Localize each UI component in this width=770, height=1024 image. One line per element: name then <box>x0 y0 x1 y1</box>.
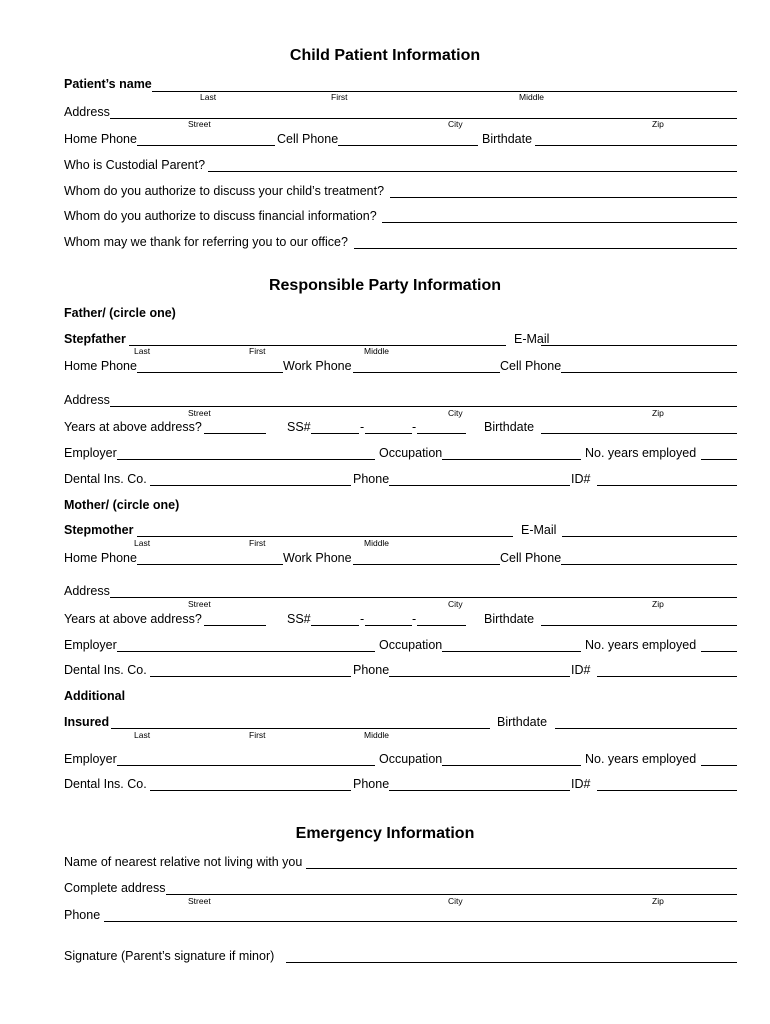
insured-birthdate-label: Birthdate <box>497 715 548 729</box>
authorize-treatment-label: Whom do you authorize to discuss your child’s treatment? <box>64 184 385 198</box>
authorize-financial-field[interactable] <box>382 222 737 223</box>
father-dental-field[interactable] <box>150 485 351 486</box>
last-caption: Last <box>134 346 151 356</box>
insured-employer-label: Employer <box>64 752 117 766</box>
father-circle-label: Father/ (circle one) <box>64 306 176 320</box>
city-caption: City <box>448 896 463 906</box>
mother-id-field[interactable] <box>597 676 737 677</box>
insured-years-employed-field[interactable] <box>701 765 737 766</box>
street-caption: Street <box>188 408 211 418</box>
birthdate-field[interactable] <box>535 145 737 146</box>
father-ss-label: SS# <box>287 420 311 434</box>
father-dental-label: Dental Ins. Co. <box>64 472 147 486</box>
city-caption: City <box>448 408 463 418</box>
mother-employer-field[interactable] <box>117 651 375 652</box>
mother-home-phone-label: Home Phone <box>64 551 137 565</box>
mother-dental-field[interactable] <box>150 676 351 677</box>
signature-field[interactable] <box>286 962 737 963</box>
ss-dash: - <box>412 420 417 434</box>
mother-cell-phone-label: Cell Phone <box>500 551 562 565</box>
mother-years-employed-label: No. years employed <box>585 638 697 652</box>
mother-cell-phone-field[interactable] <box>561 564 737 565</box>
father-birthdate-label: Birthdate <box>484 420 535 434</box>
father-address-label: Address <box>64 393 110 407</box>
insured-id-field[interactable] <box>597 790 737 791</box>
custodial-parent-field[interactable] <box>208 171 737 172</box>
middle-caption: Middle <box>364 346 390 356</box>
father-years-employed-field[interactable] <box>701 459 737 460</box>
custodial-parent-label: Who is Custodial Parent? <box>64 158 206 172</box>
father-ss-part2-field[interactable] <box>365 433 412 434</box>
middle-caption: Middle <box>364 538 390 548</box>
insured-occupation-field[interactable] <box>442 765 581 766</box>
mother-email-field[interactable] <box>562 536 737 537</box>
father-employer-field[interactable] <box>117 459 375 460</box>
father-phone-label: Phone <box>353 472 390 486</box>
mother-phone-label: Phone <box>353 663 390 677</box>
mother-home-phone-field[interactable] <box>137 564 283 565</box>
patient-name-label: Patient’s name <box>64 77 152 91</box>
father-ss-part1-field[interactable] <box>311 433 359 434</box>
mother-circle-label: Mother/ (circle one) <box>64 498 180 512</box>
father-years-employed-label: No. years employed <box>585 446 697 460</box>
cell-phone-label: Cell Phone <box>277 132 339 146</box>
father-email-label: E-Mail <box>514 332 550 346</box>
emergency-phone-field[interactable] <box>104 921 737 922</box>
additional-label: Additional <box>64 689 126 703</box>
mother-phone-field[interactable] <box>389 676 570 677</box>
insured-employer-field[interactable] <box>117 765 375 766</box>
birthdate-label: Birthdate <box>482 132 533 146</box>
father-occupation-field[interactable] <box>442 459 581 460</box>
insured-birthdate-field[interactable] <box>555 728 737 729</box>
signature-label: Signature (Parent’s signature if minor) <box>64 949 275 963</box>
ss-dash: - <box>360 612 365 626</box>
insured-id-label: ID# <box>571 777 591 791</box>
nearest-relative-label: Name of nearest relative not living with you <box>64 855 303 869</box>
father-birthdate-field[interactable] <box>541 433 737 434</box>
father-work-phone-label: Work Phone <box>283 359 352 373</box>
mother-email-label: E-Mail <box>521 523 557 537</box>
street-caption: Street <box>188 119 211 129</box>
address-label: Address <box>64 105 110 119</box>
insured-phone-field[interactable] <box>389 790 570 791</box>
mother-birthdate-label: Birthdate <box>484 612 535 626</box>
father-years-address-field[interactable] <box>204 433 266 434</box>
referral-field[interactable] <box>354 248 737 249</box>
last-caption: Last <box>134 730 151 740</box>
ss-dash: - <box>412 612 417 626</box>
mother-birthdate-field[interactable] <box>541 625 737 626</box>
insured-years-employed-label: No. years employed <box>585 752 697 766</box>
zip-caption: Zip <box>652 599 664 609</box>
mother-work-phone-label: Work Phone <box>283 551 352 565</box>
home-phone-label: Home Phone <box>64 132 137 146</box>
mother-ss-part2-field[interactable] <box>365 625 412 626</box>
insured-name-field[interactable] <box>111 728 490 729</box>
mother-dental-label: Dental Ins. Co. <box>64 663 147 677</box>
zip-caption: Zip <box>652 896 664 906</box>
father-employer-label: Employer <box>64 446 117 460</box>
street-caption: Street <box>188 599 211 609</box>
father-home-phone-field[interactable] <box>137 372 283 373</box>
city-caption: City <box>448 119 463 129</box>
father-email-field[interactable] <box>541 345 737 346</box>
father-address-field[interactable] <box>110 406 737 407</box>
mother-address-label: Address <box>64 584 110 598</box>
mother-id-label: ID# <box>571 663 591 677</box>
father-cell-phone-field[interactable] <box>561 372 737 373</box>
first-caption: First <box>249 346 266 356</box>
father-occupation-label: Occupation <box>379 446 443 460</box>
father-ss-part3-field[interactable] <box>417 433 466 434</box>
zip-caption: Zip <box>652 119 664 129</box>
mother-ss-label: SS# <box>287 612 311 626</box>
child-section-title: Child Patient Information <box>289 47 481 64</box>
emergency-section-title: Emergency Information <box>295 825 475 842</box>
stepfather-label: Stepfather <box>64 332 126 346</box>
stepmother-label: Stepmother <box>64 523 134 537</box>
emergency-phone-label: Phone <box>64 908 101 922</box>
father-cell-phone-label: Cell Phone <box>500 359 562 373</box>
cell-phone-field[interactable] <box>338 145 478 146</box>
ss-dash: - <box>360 420 365 434</box>
authorize-financial-label: Whom do you authorize to discuss financial information? <box>64 209 377 223</box>
insured-occupation-label: Occupation <box>379 752 443 766</box>
mother-occupation-label: Occupation <box>379 638 443 652</box>
first-caption: First <box>249 538 266 548</box>
middle-caption: Middle <box>519 92 545 102</box>
mother-ss-part1-field[interactable] <box>311 625 359 626</box>
mother-years-employed-field[interactable] <box>701 651 737 652</box>
patient-name-field[interactable] <box>152 91 737 92</box>
father-years-address-label: Years at above address? <box>64 420 202 434</box>
mother-address-field[interactable] <box>110 597 737 598</box>
zip-caption: Zip <box>652 408 664 418</box>
mother-ss-part3-field[interactable] <box>417 625 466 626</box>
stepfather-name-field[interactable] <box>129 345 506 346</box>
stepmother-name-field[interactable] <box>137 536 513 537</box>
mother-employer-label: Employer <box>64 638 117 652</box>
first-caption: First <box>331 92 348 102</box>
referral-label: Whom may we thank for referring you to our office? <box>64 235 348 249</box>
last-caption: Last <box>134 538 151 548</box>
insured-dental-label: Dental Ins. Co. <box>64 777 147 791</box>
mother-occupation-field[interactable] <box>442 651 581 652</box>
complete-address-label: Complete address <box>64 881 166 895</box>
mother-years-address-label: Years at above address? <box>64 612 202 626</box>
mother-work-phone-field[interactable] <box>353 564 500 565</box>
first-caption: First <box>249 730 266 740</box>
insured-label: Insured <box>64 715 110 729</box>
street-caption: Street <box>188 896 211 906</box>
father-id-field[interactable] <box>597 485 737 486</box>
father-id-label: ID# <box>571 472 591 486</box>
nearest-relative-field[interactable] <box>306 868 737 869</box>
authorize-treatment-field[interactable] <box>390 197 737 198</box>
insured-dental-field[interactable] <box>150 790 351 791</box>
mother-years-address-field[interactable] <box>204 625 266 626</box>
insured-phone-label: Phone <box>353 777 390 791</box>
responsible-section-title: Responsible Party Information <box>268 277 502 294</box>
father-phone-field[interactable] <box>389 485 570 486</box>
home-phone-field[interactable] <box>137 145 275 146</box>
complete-address-field[interactable] <box>166 894 737 895</box>
middle-caption: Middle <box>364 730 390 740</box>
city-caption: City <box>448 599 463 609</box>
father-work-phone-field[interactable] <box>353 372 500 373</box>
last-caption: Last <box>200 92 217 102</box>
father-home-phone-label: Home Phone <box>64 359 137 373</box>
